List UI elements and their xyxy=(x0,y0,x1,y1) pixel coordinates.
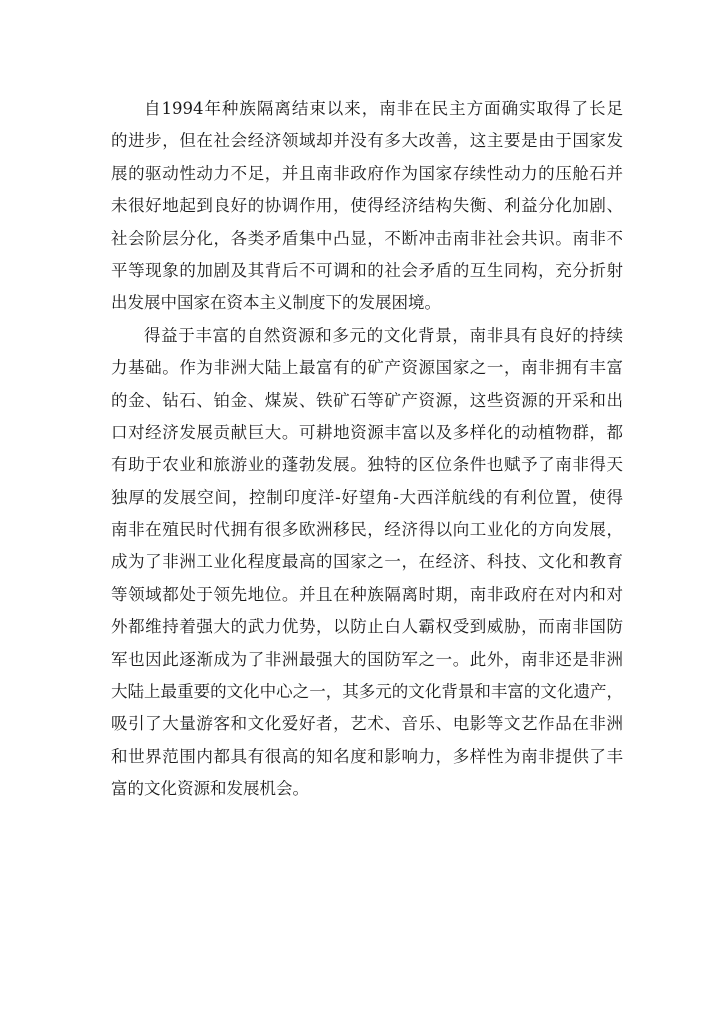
body-text xyxy=(111,93,623,806)
text-line: 未很好地起到良好的协调作用，使得经济结构失衡、利益分化加剧、 xyxy=(111,196,623,216)
text-line: 富的文化资源和发展机会。 xyxy=(111,779,309,799)
text-line: 成为了非洲工业化程度最高的国家之一，在经济、科技、文化和教育 xyxy=(111,552,623,572)
text-line: 等领域都处于领先地位。并且在种族隔离时期，南非政府在对内和对 xyxy=(111,584,623,604)
paragraph-1 xyxy=(111,93,623,320)
text-line: 得益于丰富的自然资源和多元的文化背景，南非具有良好的持续 xyxy=(144,325,623,345)
text-line: 口对经济发展贡献巨大。可耕地资源丰富以及多样化的动植物群，都 xyxy=(111,422,623,442)
text-line: 的进步，但在社会经济领域却并没有多大改善，这主要是由于国家发 xyxy=(111,131,623,151)
paragraph-2 xyxy=(111,320,623,806)
text-line: 的金、钻石、铂金、煤炭、铁矿石等矿产资源，这些资源的开采和出 xyxy=(111,390,623,410)
text-line: 出发展中国家在资本主义制度下的发展困境。 xyxy=(111,293,441,313)
text-line: 有助于农业和旅游业的蓬勃发展。独特的区位条件也赋予了南非得天 xyxy=(111,455,623,475)
text-line: 平等现象的加剧及其背后不可调和的社会矛盾的互生同构，充分折射 xyxy=(111,260,623,280)
text-line: 独厚的发展空间，控制印度洋-好望角-大西洋航线的有利位置，使得 xyxy=(111,487,623,507)
text-line: 展的驱动性动力不足，并且南非政府作为国家存续性动力的压舱石并 xyxy=(111,163,623,183)
text-line: 和世界范围内都具有很高的知名度和影响力，多样性为南非提供了丰 xyxy=(111,746,623,766)
text-line: 军也因此逐渐成为了非洲最强大的国防军之一。此外，南非还是非洲 xyxy=(111,649,623,669)
text-line: 外都维持着强大的武力优势，以防止白人霸权受到威胁，而南非国防 xyxy=(111,617,623,637)
text-line: 大陆上最重要的文化中心之一，其多元的文化背景和丰富的文化遗产， xyxy=(111,682,623,702)
text-line: 社会阶层分化，各类矛盾集中凸显，不断冲击南非社会共识。南非不 xyxy=(111,228,623,248)
text-line: 力基础。作为非洲大陆上最富有的矿产资源国家之一，南非拥有丰富 xyxy=(111,358,623,378)
text-line: 自1994年种族隔离结束以来，南非在民主方面确实取得了长足 xyxy=(144,99,623,118)
text-line: 南非在殖民时代拥有很多欧洲移民，经济得以向工业化的方向发展， xyxy=(111,520,623,540)
text-line: 吸引了大量游客和文化爱好者，艺术、音乐、电影等文艺作品在非洲 xyxy=(111,714,623,734)
